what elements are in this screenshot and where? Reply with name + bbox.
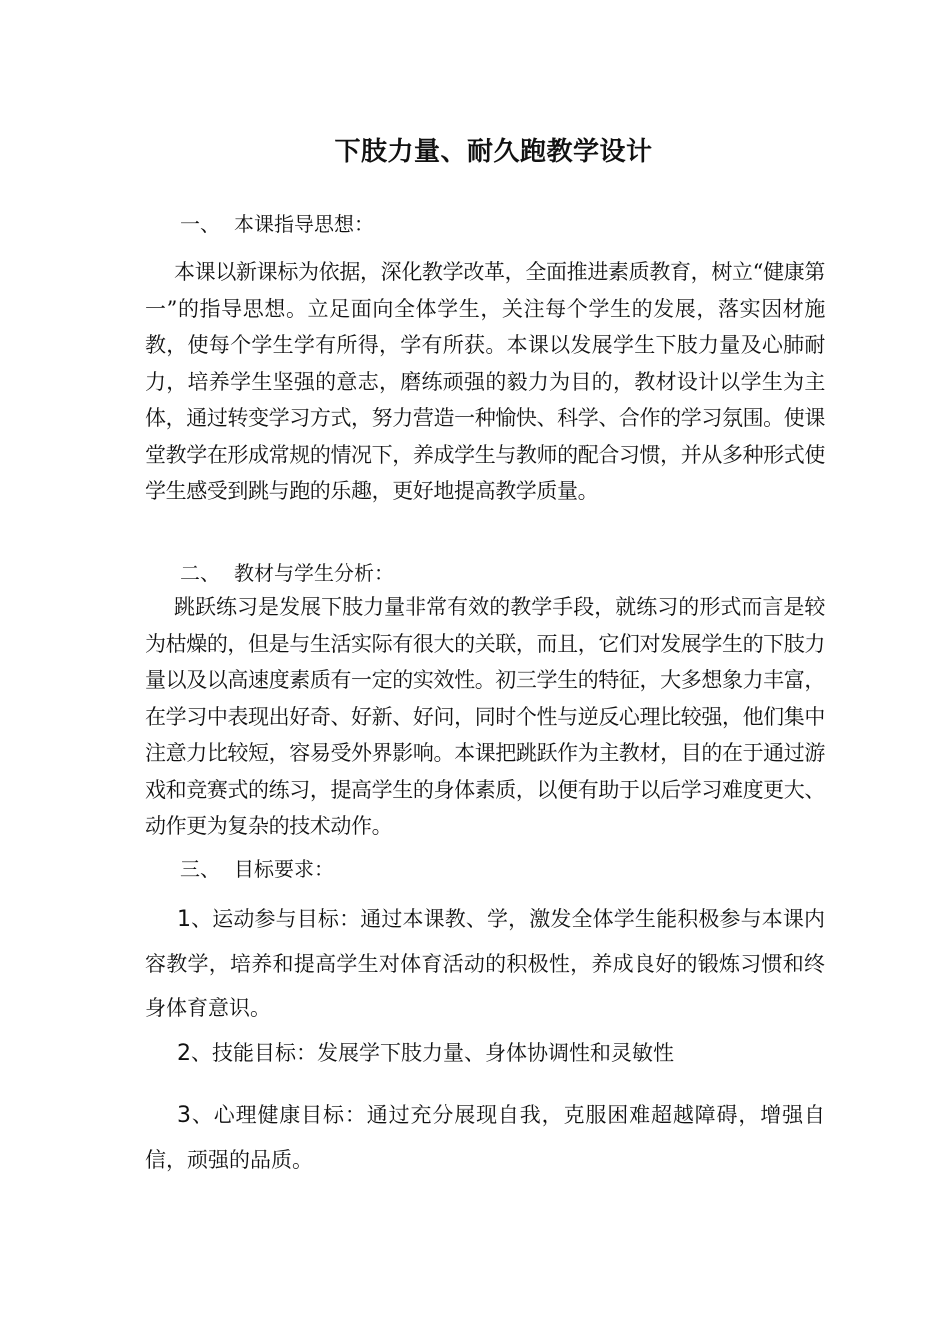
- section-heading-3: [180, 853, 334, 882]
- section-heading-1: [180, 208, 374, 237]
- section-paragraph-1: 本课以新课标为依据，深化教学改革，全面推进素质教育，树立“健康第一”的指导思想。立足面向全体学生，关注每个学生的发展，落实因材施教，使每个学生学有所得，学有所获。本课以发展学生下肢力量及心肺耐力，培养学生坚强的意志，磨练顽强的毅力为目的，教材设计以学生为主体，通过转变学习方式，努力营造一种愉快、科学、合作的学习氛围。使课堂教学在形成常规的情况下，养成学生与教师的配合习惯，并从多种形式使学生感受到跳与跑的乐趣，更好地提高教学质量。: [145, 260, 825, 503]
- goal-number-3: 3: [177, 1103, 191, 1128]
- goal-item-1: [145, 897, 825, 1030]
- section-number-2: 二、: [180, 561, 220, 585]
- document-title: 下肢力量、耐久跑教学设计: [334, 137, 653, 167]
- section-heading-text-3: 目标要求：: [234, 857, 334, 881]
- section-number-3: 三、: [180, 857, 220, 881]
- section-heading-text-2: 教材与学生分析：: [234, 561, 394, 585]
- section-heading-2: [180, 557, 394, 586]
- section-paragraph-2: 跳跃练习是发展下肢力量非常有效的教学手段，就练习的形式而言是较为枯燥的，但是与生活实际有很大的关联，而且，它们对发展学生的下肢力量以及以高速度素质有一定的实效性。初三学生的特征，大多想象力丰富，在学习中表现出好奇、好新、好问，同时个性与逆反心理比较强，他们集中注意力比较短，容易受外界影响。本课把跳跃作为主教材，目的在于通过游戏和竞赛式的练习，提高学生的身体素质，以便有助于以后学习难度更大、动作更为复杂的技术动作。: [145, 595, 825, 838]
- section-number-1: 一、: [180, 212, 220, 236]
- goal-item-3: [145, 1093, 825, 1182]
- goal-number-2: 2: [177, 1041, 191, 1066]
- goal-text-1: 、运动参与目标：通过本课教、学，激发全体学生能积极参与本课内容教学，培养和提高学生对体育活动的积极性，养成良好的锻炼习惯和终身体育意识。: [145, 907, 825, 1020]
- goal-item-2: [145, 1031, 825, 1076]
- goal-number-1: 1: [177, 907, 191, 932]
- goal-text-3: 、心理健康目标：通过充分展现自我，克服困难超越障碍，增强自信，顽强的品质。: [145, 1103, 825, 1172]
- goal-text-2: 、技能目标：发展学下肢力量、身体协调性和灵敏性: [191, 1041, 674, 1065]
- section-heading-text-1: 本课指导思想：: [234, 212, 374, 236]
